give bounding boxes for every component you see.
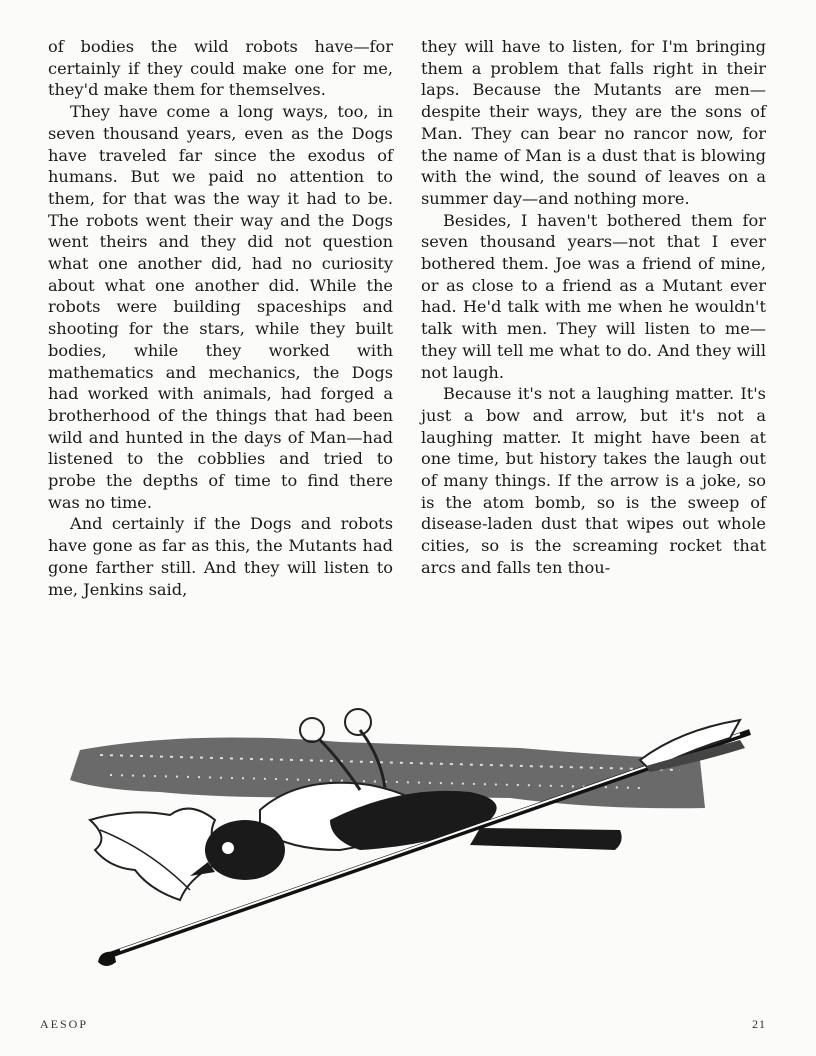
bird-head xyxy=(205,820,285,880)
paragraph: They have come a long ways, too, in seven thousand years, even as the Dogs have traveled far since the exodus of humans. But we paid no attention to them, for that was the way it had to be. The robots went their way and the Dogs went theirs and they did not question what one another did, had no curiosity about what one another did. While the robots were building spaceships and shooting for the stars, while they built bodies, while they worked with mathematics and mechanics, the Dogs had worked with animals, had forged a brotherhood of the things that had been wild and hunted in the days of Man—had listened to the cobblies and tried to probe the depths of time to find there was no time. xyxy=(48,102,393,512)
bird-foot xyxy=(345,709,371,735)
running-title: AESOP xyxy=(40,1017,89,1031)
paragraph: of bodies the wild robots have—for certainly if they could make one for me, they'd make them for themselves. xyxy=(48,37,393,100)
paragraph: Besides, I haven't bothered them for seven thousand years—not that I ever bothered them. Joe was a friend of mine, or as close to a friend as a Mutant ever had. He'd talk with me when he wouldn't talk with men. They will listen to me—they will tell me what to do. And they will not laugh. xyxy=(421,210,766,382)
paragraph: they will have to listen, for I'm bringing them a problem that falls right in their laps. Because the Mutants are men— despite their ways, they are the sons of Man. They can bear no rancor now, for the name of Man is a dust that is blowing with the wind, the sound of leaves on a summer day—and nothing more. xyxy=(421,37,766,208)
paragraph: And certainly if the Dogs and robots have gone as far as this, the Mutants had gone farther still. And they will listen to me, Jenkins said, xyxy=(48,514,393,599)
bird-tail xyxy=(470,828,622,850)
bird-foot xyxy=(300,718,324,742)
bird-eye xyxy=(222,842,234,854)
paragraph: Because it's not a laughing matter. It's just a bow and arrow, but it's not a laughing matter. It might have been at one time, but history takes the laugh out of many things. If the arrow is a joke, so is the atom bomb, so is the sweep of disease-laden dust that wipes out whole cities, so is the screaming rocket that arcs and falls ten thou- xyxy=(421,384,766,577)
dead-bird-arrow-illustration xyxy=(40,700,780,990)
text-column-left xyxy=(48,36,393,600)
text-column-right xyxy=(421,36,766,579)
leaf xyxy=(90,809,225,900)
arrow-tip xyxy=(98,952,116,966)
page-number: 21 xyxy=(752,1017,766,1031)
